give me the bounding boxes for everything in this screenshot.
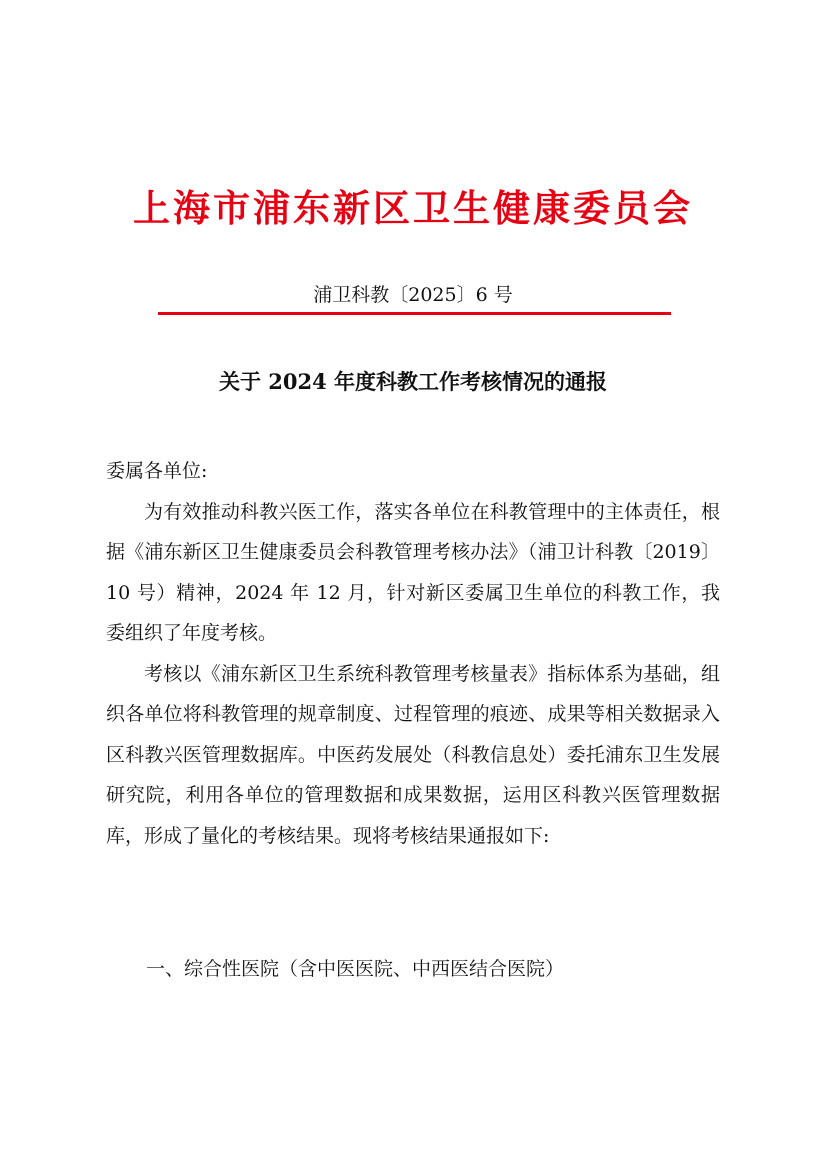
salutation: 委属各单位: — [106, 460, 208, 482]
red-separator-line — [158, 312, 671, 315]
body-paragraph-1: 为有效推动科教兴医工作，落实各单位在科教管理中的主体责任，根据《浦东新区卫生健康委员会科教管理考核办法》（浦卫计科教〔2019〕10 号）精神，2024 年 12 月，针对新区委属卫生单位的科教工作，我委组织了年度考核。 — [106, 500, 720, 644]
document-title: 关于 2024 年度科教工作考核情况的通报 — [218, 369, 608, 394]
section-heading: 一、综合性医院（含中医医院、中西医结合医院） — [146, 958, 565, 980]
body-paragraph-2: 考核以《浦东新区卫生系统科教管理考核量表》指标体系为基础，组织各单位将科教管理的规章制度、过程管理的痕迹、成果等相关数据录入区科教兴医管理数据库。中医药发展处（科教信息处）委托浦东卫生发展研究院，利用各单位的管理数据和成果数据，运用区科教兴医管理数据库，形成了量化的考核结果。现将考核结果通报如下: — [106, 662, 720, 847]
document-body — [106, 451, 720, 856]
document-number: 浦卫科教〔2025〕6 号 — [313, 284, 513, 306]
issuing-organization-header: 上海市浦东新区卫生健康委员会 — [133, 186, 693, 230]
